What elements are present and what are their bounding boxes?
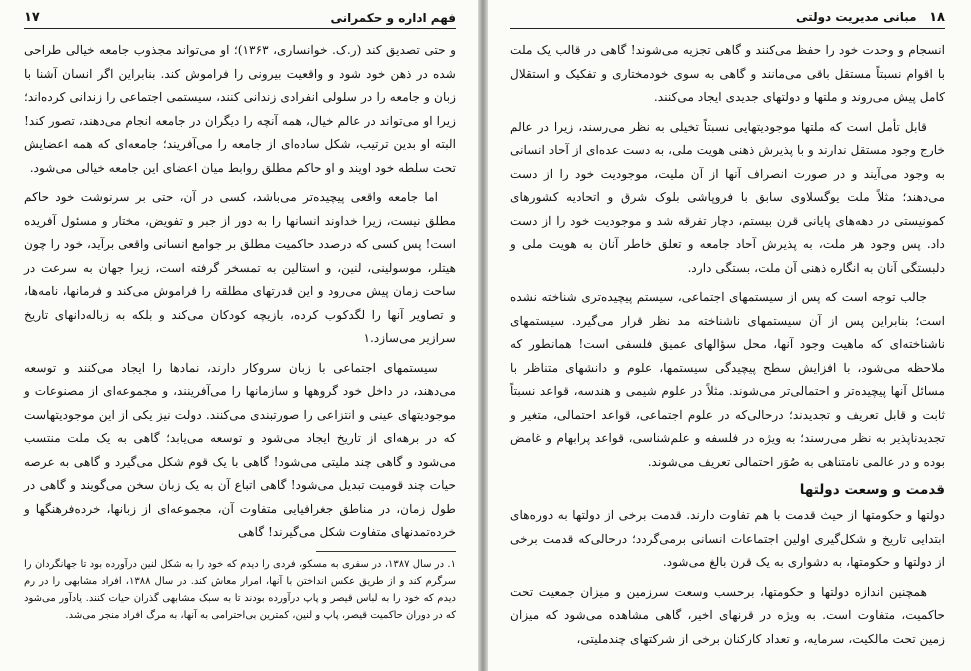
paragraph: و حتی تصدیق کند (ر.ک. خوانساری، ۱۳۶۳)؛ او می‌تواند مجذوب جامعه خیالی طراحی شده در ذهن خود شود و واقعیت بیرونی را فراموش کند. بنابراین اگر انسان آشنا با زبان و جامعه را در سلولی انفرادی زندانی کنند، سیستمی اجتماعی را زندانی کرده‌اند؛ زیرا او می‌تواند در عالم خیال، همه آنچه را دیگران در جامعه انجام می‌دهند، تصور کند! البته او بدین ترتیب، شکل ساده‌ای از جامعه را می‌آفریند؛ جامعه‌ای که همه اعضایش تحت سلطه خود اویند و او حاکم مطلق روابط میان اعضای این جامعه خیالی می‌شود. xyxy=(24,43,456,175)
page-number: ۱۷ xyxy=(24,10,40,25)
page-number: ۱۸ xyxy=(929,10,945,25)
paragraph: دولتها و حکومتها از حیث قدمت با هم تفاوت دارند. قدمت برخی از دولتها به دوره‌های ابتدایی تاریخ و شکل‌گیری اولین اجتماعات انسانی برمی‌گردد؛ درحالی‌که قدمت برخی از دولتها و حکومتها، به دشواری به یک قرن بالغ می‌شود. xyxy=(510,508,945,569)
left-page xyxy=(0,0,478,671)
running-title: مبانی مدیریت دولتی xyxy=(796,10,917,24)
running-title: فهم اداره و حکمرانی xyxy=(330,11,456,25)
section-heading: قدمت و وسعت دولتها xyxy=(799,482,945,498)
paragraph: اما جامعه واقعی پیچیده‌تر می‌باشد، کسی در آن، حتی بر سرنوشت خود حاکم مطلق نیست، زیرا خداوند انسانها را به دور از جبر و تفویض، مختار و مسئول آفریده است! پس کسی که درصدد حاکمیت مطلق بر جوامع انسانی واقعی برآید، خود را چون هیتلر، موسولینی، لنین، و استالین به تمسخر گرفته است، زیرا جهان به سرعت در ساحت زمان پیش می‌رود و این قدرتهای مطلقه را فراموش می‌کند و فرمانها، نامه‌ها، و تصاویر آنها را لگدکوب کرده، بازیچه کودکان می‌کند و بلکه به زباله‌دانهای تاریخ سرازیر می‌سازد.۱ xyxy=(24,190,456,345)
footnote: ۱. در سال ۱۳۸۷، در سفری به مسکو، فردی را دیدم که خود را به شکل لنین درآورده بود تا جهانگردان را سرگرم کند و از طریق عکس انداختن با آنها، امرار معاش کند. در سال ۱۳۸۸، افراد مشابهی را در رم دیدم که خود را به لباس قیصر و پاپ درآورده بودند تا به سبک مشابهی گذران حیات کنند. یادآور می‌شود که در دوران حاکمیت قیصر، پاپ و لنین، کمترین بی‌احترامی به آنها، به مرگ افراد منجر می‌شد. xyxy=(24,558,456,621)
right-page xyxy=(488,0,971,671)
page-header xyxy=(510,10,945,29)
paragraph: همچنین اندازه دولتها و حکومتها، برحسب وسعت سرزمین و میزان جمعیت تحت حاکمیت، متفاوت است. به ویژه در قرنهای اخیر، گاهی مشاهده می‌شود که میزان زمین تحت مالکیت، سرمایه، و تعداد کارکنان برخی از شرکتهای چندملیتی، xyxy=(510,584,945,646)
paragraph: سیستمهای اجتماعی با زبان سروکار دارند، نمادها را ایجاد می‌کنند و توسعه می‌دهند، در داخل خود گروهها و سازمانها را می‌آفرینند، و مجموعه‌ای از مصنوعات و موجودیتهای عینی و انتزاعی را صورتبندی می‌کنند. دولت نیز یکی از این موجودیتهاست که در برهه‌ای از تاریخ ایجاد می‌شود و توسعه می‌یابد؛ گاهی به یک ملت منتسب می‌شود و گاهی چند ملیتی می‌شود! گاهی با یک قوم شکل می‌گیرد و گاهی به عرصه حیات چند قومیت تبدیل می‌شود! گاهی اتباع آن به یک زبان سخن می‌گویند و گاهی در طول زمان، در مناطق جغرافیایی متفاوت آن، مجموعه‌ای از زبانها، خرده‌فرهنگها و خرده‌تمدنهای متفاوت شکل می‌گیرند! گاهی xyxy=(24,360,456,539)
paragraph: جالب توجه است که پس از سیستمهای اجتماعی، سیستم پیچیده‌تری شناخته نشده است؛ بنابراین پس از آن سیستمهای ناشناخته مد نظر قرار می‌گیرد. سیستمهای ناشناخته‌ای که ماهیت وجود آنها، محل سؤالهای عمیق فلسفی است! همانطور که ملاحظه می‌شود، با افزایش سطح پیچیدگی سیستمها، علوم و دانشهای متناظر با مسائل آنها پیچیده‌تر و احتمالی‌تر می‌شوند. مثلاً در علوم شیمی و هندسه، قواعد نسبتاً ثابت و قابل تعریف و تجدیدند؛ درحالی‌که در علوم اجتماعی، قواعد احتمالی، متغیر و تجدیدناپذیر به نظر می‌رسند؛ به ویژه در فلسفه و علم‌شناسی، قواعد پرابهام و غامض بوده و در عالمی نامتناهی به صُوَر احتمالی تعریف می‌شوند. xyxy=(510,290,945,469)
page-number-group xyxy=(796,10,945,25)
book-gutter xyxy=(478,0,488,671)
footnote-divider xyxy=(316,551,456,552)
paragraph: انسجام و وحدت خود را حفظ می‌کنند و گاهی تجزیه می‌شوند! گاهی در قالب یک ملت با اقوام نسبتاً مستقل باقی می‌مانند و گاهی به سوی خودمختاری و تفکیک و استقلال کامل پیش می‌روند و ملتها و دولتهای جدیدی ایجاد می‌کنند. xyxy=(510,43,945,104)
paragraph: قابل تأمل است که ملتها موجودیتهایی نسبتاً تخیلی به نظر می‌رسند، زیرا در عالم خارج وجود مستقل ندارند و با پذیرش ذهنی هویت ملی، به دست عده‌ای از آحاد انسانی به وجود می‌آیند و در صورت انصراف آنها از آن ملیت، موجودیت خود را از دست می‌دهند؛ مثلاً ملت یوگسلاوی سابق با فروپاشی بلوک شرق و اتحادیه کشورهای کمونیستی در دهه‌های پایانی قرن بیستم، دچار تفرقه شد و موجودیت خود را از دست داد. پس وجود هر ملت، به پذیرش آحاد جامعه و تعلق خاطر آنان به هویت ملی و دلبستگی آنان به انگاره ذهنی آن ملت، بستگی دارد. xyxy=(510,119,945,275)
page-header xyxy=(24,10,456,29)
